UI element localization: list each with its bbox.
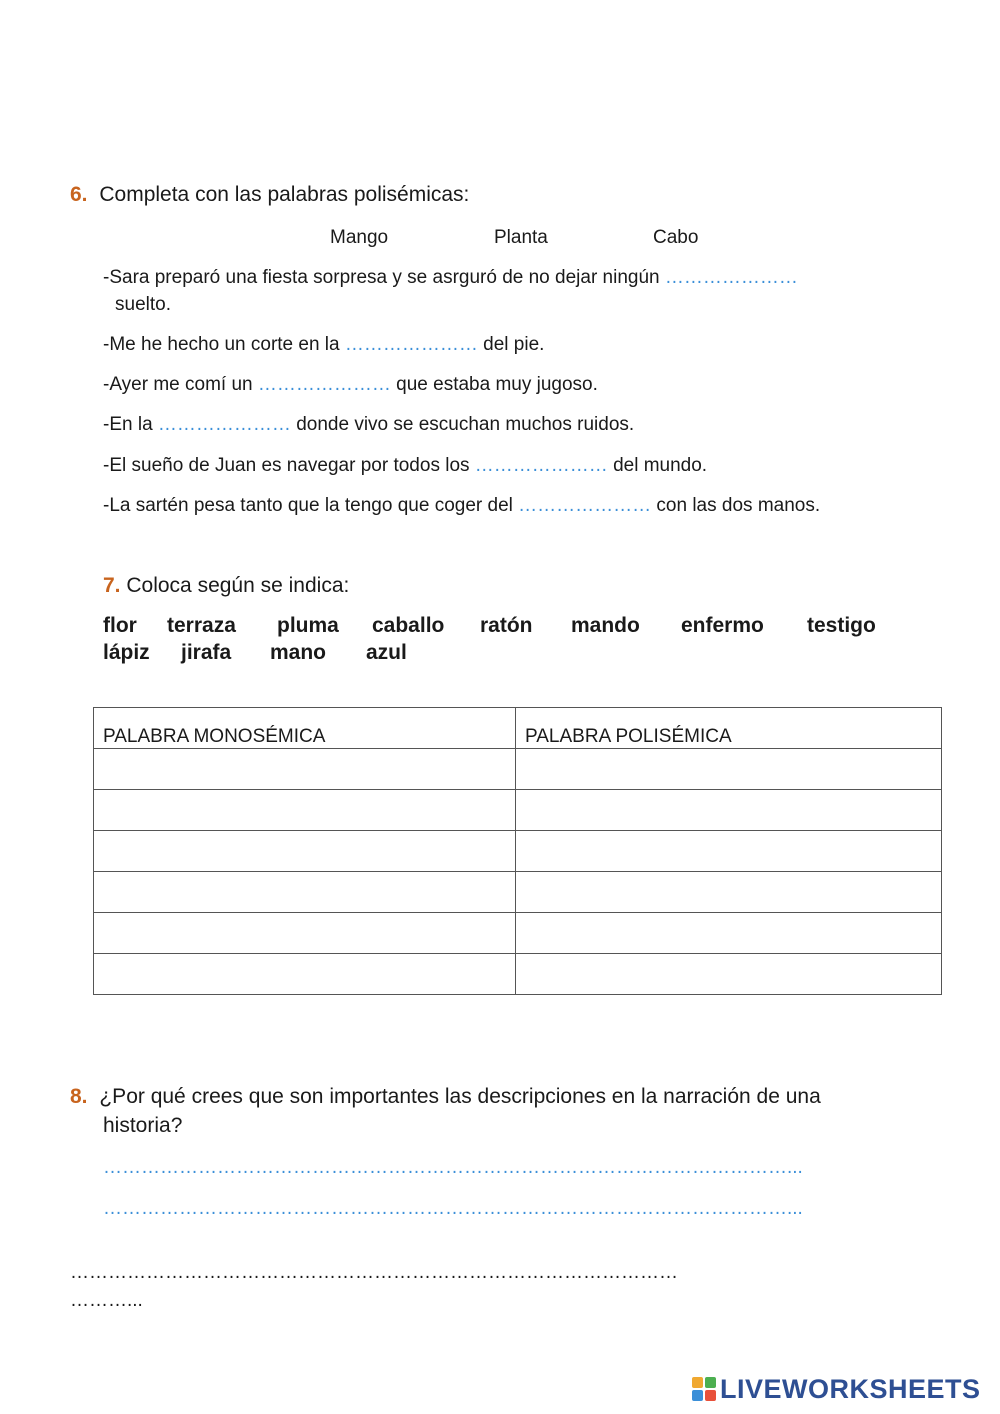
extra-line-2: ………...	[70, 1290, 143, 1311]
word-item: mando	[571, 614, 640, 637]
question-6-number: 6.	[70, 183, 88, 206]
table-cell[interactable]	[94, 954, 516, 995]
logo-tiles-icon	[692, 1377, 716, 1401]
table-cell[interactable]	[94, 913, 516, 954]
word-item: pluma	[277, 614, 339, 637]
answer-line-1[interactable]: ………………………………………………………………………………………………...	[103, 1157, 803, 1178]
answer-line-2[interactable]: ………………………………………………………………………………………………...	[103, 1198, 803, 1219]
table-row	[94, 749, 942, 790]
word-bank-item: Cabo	[653, 227, 699, 248]
table-cell[interactable]	[516, 954, 942, 995]
table-row	[94, 954, 942, 995]
word-item: flor	[103, 614, 137, 637]
question-8-text-cont: historia?	[103, 1114, 183, 1137]
question-7-number: 7.	[103, 574, 121, 597]
sentence-text: -El sueño de Juan es navegar por todos los	[103, 455, 470, 476]
table-cell[interactable]	[516, 913, 942, 954]
table-row	[94, 913, 942, 954]
table-cell[interactable]	[516, 790, 942, 831]
word-item: terraza	[167, 614, 236, 637]
table-cell[interactable]	[516, 749, 942, 790]
table-row	[94, 790, 942, 831]
blank-2[interactable]: …………………	[344, 334, 478, 355]
word-item: mano	[270, 641, 327, 664]
sentence-text: -La sartén pesa tanto que la tengo que coger del	[103, 495, 513, 516]
word-item: azul	[366, 641, 407, 664]
logo-text: LIVEWORKSHEETS	[720, 1373, 981, 1404]
word-bank-item: Planta	[494, 227, 548, 248]
sentence-text: -Ayer me comí un	[103, 374, 253, 395]
word-item: lápiz	[103, 641, 150, 664]
word-item: jirafa	[181, 641, 232, 664]
blank-4[interactable]: …………………	[157, 414, 291, 435]
sentence-4	[103, 414, 634, 436]
sentence-2	[103, 334, 544, 356]
header-polisemica: PALABRA POLISÉMICA	[516, 708, 942, 749]
word-bank-item: Mango	[330, 227, 389, 248]
sentence-text: del mundo.	[613, 455, 708, 476]
table-cell[interactable]	[94, 790, 516, 831]
word-item: testigo	[807, 614, 876, 637]
table-cell[interactable]	[94, 831, 516, 872]
sentence-text: que estaba muy jugoso.	[396, 374, 598, 395]
blank-1[interactable]: …………………	[664, 267, 798, 288]
header-monosemica: PALABRA MONOSÉMICA	[94, 708, 516, 749]
table-cell[interactable]	[94, 749, 516, 790]
question-8-number: 8.	[70, 1085, 88, 1108]
sentence-5	[103, 455, 707, 477]
table-cell[interactable]	[516, 831, 942, 872]
question-8-header	[70, 1085, 821, 1109]
question-6-header	[70, 183, 469, 207]
table-row	[94, 831, 942, 872]
table-cell[interactable]	[94, 872, 516, 913]
table-header-row	[94, 708, 942, 749]
word-item: ratón	[480, 614, 533, 637]
classification-table	[93, 707, 942, 995]
word-item: enfermo	[681, 614, 764, 637]
liveworksheets-logo	[692, 1374, 981, 1404]
sentence-text: del pie.	[483, 334, 545, 355]
word-item: caballo	[372, 614, 445, 637]
question-8-text: ¿Por qué crees que son importantes las descripciones en la narración de una	[99, 1085, 821, 1108]
sentence-1	[103, 267, 798, 289]
question-6-title: Completa con las palabras polisémicas:	[99, 183, 470, 206]
sentence-3	[103, 374, 598, 396]
sentence-text: con las dos manos.	[656, 495, 821, 516]
sentence-6	[103, 495, 820, 517]
question-7-title: Coloca según se indica:	[126, 574, 350, 597]
sentence-text: -Sara preparó una fiesta sorpresa y se asrguró de no dejar ningún	[103, 267, 660, 288]
table-cell[interactable]	[516, 872, 942, 913]
extra-line-1: ……………………………………………………………………………………	[70, 1262, 678, 1283]
sentence-text: -Me he hecho un corte en la	[103, 334, 340, 355]
sentence-text: donde vivo se escuchan muchos ruidos.	[296, 414, 635, 435]
sentence-1-continuation: suelto.	[115, 294, 171, 315]
blank-3[interactable]: …………………	[257, 374, 391, 395]
sentence-text: -En la	[103, 414, 153, 435]
table-row	[94, 872, 942, 913]
question-7-header	[103, 574, 349, 598]
blank-5[interactable]: …………………	[474, 455, 608, 476]
blank-6[interactable]: …………………	[518, 495, 652, 516]
